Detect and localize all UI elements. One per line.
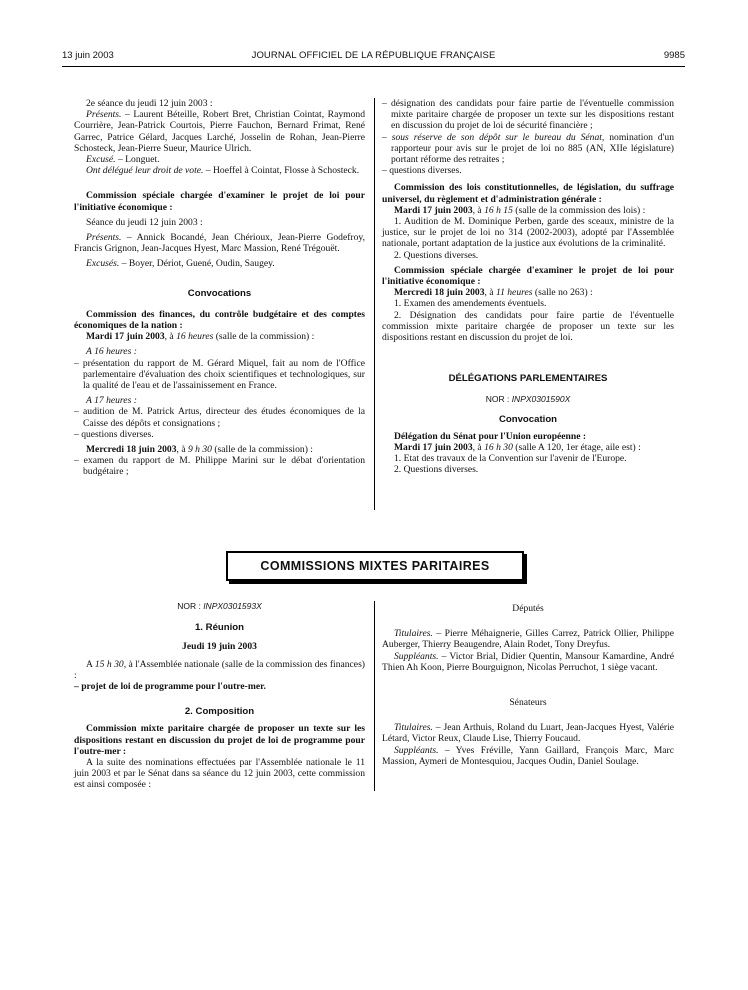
a-line: [74, 659, 365, 681]
deputes-heading: Députés: [512, 603, 544, 614]
delegation-mid: , à: [472, 442, 485, 454]
senateurs-titulaires-text: – Jean Arthuis, Roland du Luart, Jean-Jacques Hyest, Valérie Létard, Victor Reux, Claude Lise, Thierry Foucaud.: [382, 722, 674, 745]
delegation-rest: (salle A 120, 1er étage, aile est) :: [512, 442, 641, 454]
deputes-suppleants-text: – Victor Brial, Didier Quentin, Mansour Kamardine, André Thien Ah Koon, Pierre Bourguignon, Nicolas Perruchot, 1 siège vacant.: [382, 650, 674, 673]
nor-label: NOR :: [485, 394, 512, 405]
right-item-1: – désignation des candidats pour faire partie de l'éventuelle commission mixte paritaire chargée de proposer un texte sur les dispositions restant en discussion du projet de loi de sécurité financière ;: [382, 98, 674, 132]
journal-title: JOURNAL OFFICIEL DE LA RÉPUBLIQUE FRANÇAISE: [251, 50, 496, 61]
header-date: 13 juin 2003: [62, 50, 114, 61]
speciale-item-2: 2. Désignation des candidats pour faire partie de l'éventuelle commission mixte paritaire chargée de proposer un texte sur les dispositions restant en discussion du projet de loi.: [382, 309, 674, 344]
lois-item-2: 2. Questions diverses.: [394, 249, 479, 261]
speciale-mercredi-rest: (salle no 263) :: [532, 287, 593, 299]
senateurs-suppleants-label: Suppléants.: [394, 744, 439, 756]
delegation-date: Mardi 17 juin 2003: [394, 442, 473, 454]
mardi-rest: (salle de la commission) :: [213, 331, 315, 343]
commissions-mixtes-banner: COMMISSIONS MIXTES PARITAIRES: [226, 551, 524, 581]
excuse-text: – Longuet.: [115, 154, 160, 166]
agenda-item-1: – présentation du rapport de M. Gérard Miquel, fait au nom de l'Office parlementaire d'évaluation des choix scientifiques et technologiques, sur la qualité de l'eau et de l'assainissement en France.: [74, 357, 365, 392]
a-time: 15 h 30: [94, 658, 124, 670]
column-divider-top: [374, 98, 375, 510]
nor-value-cmp: INPX0301593X: [203, 601, 262, 611]
a-rest: , à l'Assemblée nationale (salle de la commission des finances) :: [74, 658, 365, 681]
senateurs-heading: Sénateurs: [509, 697, 547, 709]
senateurs-titulaires: [382, 722, 674, 744]
agenda-item-3: – questions diverses.: [74, 428, 154, 440]
mardi-date: Mardi 17 juin 2003: [86, 331, 165, 343]
header-rule: [62, 66, 685, 67]
excuses2-paragraph: [74, 258, 365, 269]
excuse-paragraph: [74, 154, 365, 165]
delegation-time: 16 h 30: [484, 442, 513, 454]
presents-paragraph: [74, 109, 365, 154]
a16-line: A 16 heures :: [86, 346, 137, 358]
delegue-text: – Hoeffel à Cointat, Flosse à Schosteck.: [203, 165, 360, 177]
speciale-mercredi-date: Mercredi 18 juin 2003: [394, 287, 485, 299]
delegation-date-line: [382, 442, 674, 453]
delegation-item-1: 1. Etat des travaux de la Convention sur l'avenir de l'Europe.: [394, 453, 627, 465]
speciale-mercredi-mid: , à: [484, 287, 496, 299]
mercredi-line: [74, 444, 365, 455]
mercredi-mid: , à: [176, 444, 188, 456]
deputes-titulaires: [382, 628, 674, 650]
lois-mardi-date: Mardi 17 juin 2003: [394, 204, 473, 216]
speciale-mercredi-time: 11 heures: [495, 287, 533, 299]
delegation-item-2: 2. Questions diverses.: [394, 464, 479, 476]
speciale-title: Commission spéciale chargée d'examiner le projet de loi pour l'initiative économique :: [382, 264, 674, 288]
deputes-titulaires-text: – Pierre Méhaignerie, Gilles Carrez, Patrick Ollier, Philippe Auberger, Thierry Beaugendre, Alain Rodet, Tony Dreyfus.: [382, 628, 674, 651]
deputes-suppleants: [382, 651, 674, 673]
delegations-heading: DÉLÉGATIONS PARLEMENTAIRES: [448, 373, 608, 385]
page-header: [62, 50, 685, 64]
jeudi-line: Jeudi 19 juin 2003: [182, 641, 257, 653]
projet-line: – projet de loi de programme pour l'outre-mer.: [74, 681, 266, 693]
mardi-time: 16 heures: [176, 331, 214, 343]
excuses2-text: – Boyer, Dériot, Guené, Oudin, Saugey.: [119, 258, 275, 270]
mercredi-date: Mercredi 18 juin 2003: [86, 444, 177, 456]
suite-paragraph: A la suite des nominations effectuées par l'Assemblée nationale le 11 juin 2003 et par le Sénat dans sa séance du 12 juin 2003, cette commission est ainsi composée :: [74, 757, 365, 791]
cmp-title: Commission mixte paritaire chargée de proposer un texte sur les dispositions restant en discussion du projet de loi de programme pour l'outre-mer :: [74, 723, 365, 757]
senateurs-suppleants-text: – Yves Fréville, Yann Gaillard, François Marc, Marc Massion, Aymeri de Montesquiou, Jacques Oudin, Daniel Soulage.: [382, 744, 674, 767]
presents2-label: Présents.: [86, 232, 122, 244]
convocation-heading: Convocation: [498, 413, 558, 425]
delegation-title: Délégation du Sénat pour l'Union européenne :: [394, 430, 587, 442]
lois-item-1: 1. Audition de M. Dominique Perben, garde des sceaux, ministre de la justice, sur le projet de loi no 314 (2002-2003), adopté par l'Assemblée nationale, portant adaptation de la justice aux évolutions de la criminalité.: [382, 216, 674, 250]
page-number: 9985: [663, 50, 685, 61]
finances-title: Commission des finances, du contrôle budgétaire et des comptes économiques de la nation :: [74, 308, 365, 332]
agenda-item-4: – examen du rapport de M. Philippe Marini sur le débat d'orientation budgétaire ;: [74, 455, 365, 478]
speciale-mercredi-line: [382, 287, 674, 298]
lois-mardi-time: 16 h 15: [484, 204, 513, 216]
deputes-suppleants-label: Suppléants.: [394, 650, 439, 662]
delegue-label: Ont délégué leur droit de vote.: [86, 165, 204, 177]
column-divider-bottom: [374, 601, 375, 791]
right-item-2: [382, 132, 674, 166]
right-item-2-italic: – sous réserve de son dépôt sur le bureau du Sénat,: [382, 131, 605, 143]
reunion-heading: 1. Réunion: [194, 622, 245, 634]
presents2-text: – Annick Bocandé, Jean Chérioux, Jean-Pierre Godefroy, Francis Grignon, Jean-Jacques Hyest, Marc Massion, René Trégouët.: [74, 232, 365, 255]
convocations-heading: Convocations: [187, 287, 252, 299]
senateurs-titulaires-label: Titulaires.: [394, 722, 433, 734]
excuses2-label: Excusés.: [86, 258, 120, 270]
presents-label: Présents.: [86, 109, 122, 121]
lois-mardi-line: [382, 205, 674, 216]
right-item-2-rest: nomination d'un rapporteur pour avis sur le projet de loi no 885 (AN, XIIe législature) portant réforme des retraites ;: [391, 131, 674, 166]
deputes-titulaires-label: Titulaires.: [394, 628, 433, 640]
excuse-label: Excusé.: [86, 154, 116, 166]
a-prefix: A: [86, 658, 95, 670]
lois-mardi-rest: (salle de la commission des lois) :: [512, 204, 646, 216]
left-top-column: [74, 98, 365, 478]
nor-line-delegations: [382, 394, 674, 405]
mardi-mid: , à: [164, 331, 177, 343]
agenda-item-2: – audition de M. Patrick Artus, directeur des études économiques de la Caisse des dépôts et consignations ;: [74, 406, 365, 429]
seance-2: Séance du jeudi 12 juin 2003 :: [86, 216, 203, 228]
right-item-3: – questions diverses.: [382, 165, 462, 177]
right-bottom-column: [382, 603, 674, 767]
seance-line: 2e séance du jeudi 12 juin 2003 :: [86, 98, 213, 109]
speciale-item-1: 1. Examen des amendements éventuels.: [394, 298, 547, 310]
mardi-line: [74, 331, 365, 342]
mercredi-rest: (salle de la commission) :: [211, 444, 313, 456]
senateurs-suppleants: [382, 745, 674, 767]
mercredi-time: 9 h 30: [187, 444, 212, 456]
delegue-paragraph: [74, 165, 365, 176]
right-top-column: [382, 98, 674, 476]
left-bottom-column: [74, 601, 365, 791]
lois-title: Commission des lois constitutionnelles, de législation, du suffrage universel, du règlement et d'administration générale :: [382, 182, 674, 205]
a17-line: A 17 heures :: [86, 395, 137, 407]
nor-line-cmp: [74, 601, 365, 612]
nor-value: INPX0301590X: [511, 394, 571, 405]
lois-mardi-mid: , à: [472, 204, 485, 216]
commission-speciale-title: Commission spéciale chargée d'examiner le projet de loi pour l'initiative économique :: [74, 190, 365, 213]
composition-heading: 2. Composition: [184, 706, 255, 718]
presents2-paragraph: [74, 232, 365, 254]
nor-label-cmp: NOR :: [177, 601, 204, 611]
presents-text: – Laurent Béteille, Robert Bret, Christian Cointat, Raymond Courrière, Jean-Patrick Courtois, Pierre Fauchon, Bernard Frimat, René Garrec, Patrice Gélard, Jacques Larché, Josselin de Rohan, Jean-Pierre Schosteck, Jean-Pierre Sueur, Maurice Ulrich.: [74, 109, 365, 154]
